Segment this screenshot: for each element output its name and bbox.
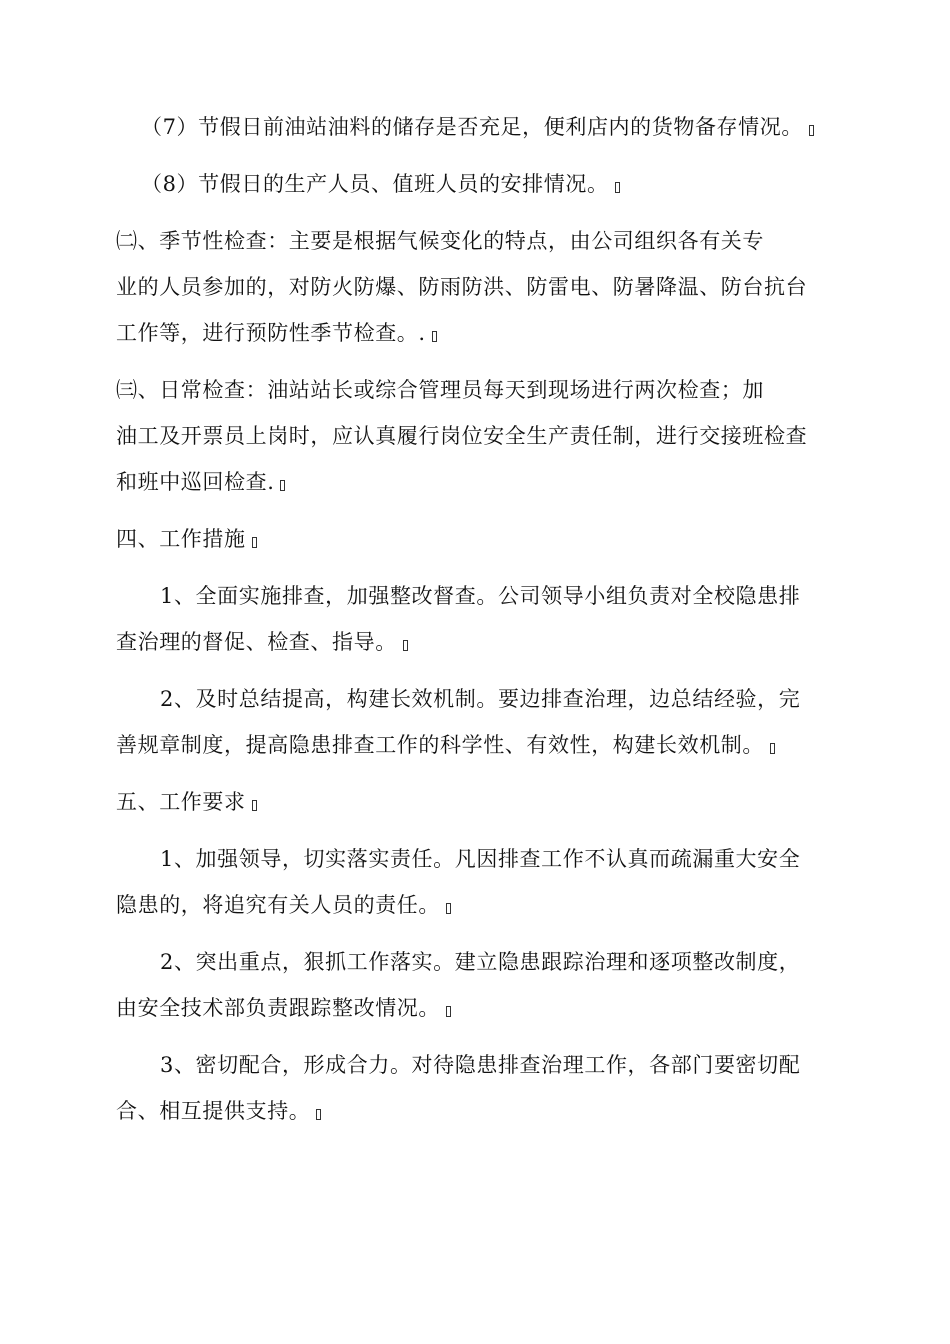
text-line: 和班中巡回检查. <box>116 459 832 505</box>
text-line: 1、加强领导，切实落实责任。凡因排查工作不认真而疏漏重大安全 <box>160 847 801 871</box>
paragraph-seasonal-check <box>116 218 832 356</box>
text-line: （7）节假日前油站油料的储存是否充足，便利店内的货物备存情况。 <box>116 104 832 150</box>
paragraph-requirement-1 <box>116 836 832 928</box>
paragraph-mark-icon <box>252 537 257 548</box>
paragraph-daily-check <box>116 367 832 505</box>
paragraph-mark-icon <box>252 800 257 811</box>
heading-text: 四、工作措施 <box>116 516 832 562</box>
text-line: 善规章制度，提高隐患排查工作的科学性、有效性，构建长效机制。 <box>116 722 832 768</box>
paragraph-measure-2 <box>116 676 832 768</box>
text-line: 合、相互提供支持。 <box>116 1088 832 1134</box>
text-line: 由安全技术部负责跟踪整改情况。 <box>116 985 832 1031</box>
text-line: 油工及开票员上岗时，应认真履行岗位安全生产责任制，进行交接班检查 <box>116 424 808 448</box>
paragraph-mark-icon <box>403 640 408 651</box>
text-line: 查治理的督促、检查、指导。 <box>116 619 832 665</box>
text-line: 工作等，进行预防性季节检查。. <box>116 310 832 356</box>
paragraph-measure-1 <box>116 573 832 665</box>
paragraph-requirement-3 <box>116 1042 832 1134</box>
text-line: 业的人员参加的，对防火防爆、防雨防洪、防雷电、防暑降温、防台抗台 <box>116 275 808 299</box>
text-line: 2、突出重点，狠抓工作落实。建立隐患跟踪治理和逐项整改制度， <box>160 950 801 974</box>
text-line: ㈢、日常检查：油站站长或综合管理员每天到现场进行两次检查；加 <box>116 378 764 402</box>
text-line: ㈡、季节性检查：主要是根据气候变化的特点，由公司组织各有关专 <box>116 229 764 253</box>
text-line: 1、全面实施排查，加强整改督查。公司领导小组负责对全校隐患排 <box>160 584 801 608</box>
section-heading-measures <box>116 516 832 562</box>
paragraph-mark-icon <box>280 480 285 491</box>
paragraph-item-7 <box>116 104 832 150</box>
paragraph-mark-icon <box>615 182 620 193</box>
text-line: 3、密切配合，形成合力。对待隐患排查治理工作，各部门要密切配 <box>160 1053 801 1077</box>
paragraph-item-8 <box>116 161 832 207</box>
paragraph-mark-icon <box>432 331 437 342</box>
paragraph-mark-icon <box>316 1109 321 1120</box>
paragraph-mark-icon <box>809 125 814 136</box>
paragraph-mark-icon <box>446 903 451 914</box>
paragraph-mark-icon <box>770 743 775 754</box>
document-page <box>116 104 832 1145</box>
heading-text: 五、工作要求 <box>116 779 832 825</box>
section-heading-requirements <box>116 779 832 825</box>
text-line: （8）节假日的生产人员、值班人员的安排情况。 <box>116 161 832 207</box>
text-line: 隐患的，将追究有关人员的责任。 <box>116 882 832 928</box>
paragraph-mark-icon <box>446 1006 451 1017</box>
paragraph-requirement-2 <box>116 939 832 1031</box>
text-line: 2、及时总结提高，构建长效机制。要边排查治理，边总结经验，完 <box>160 687 801 711</box>
